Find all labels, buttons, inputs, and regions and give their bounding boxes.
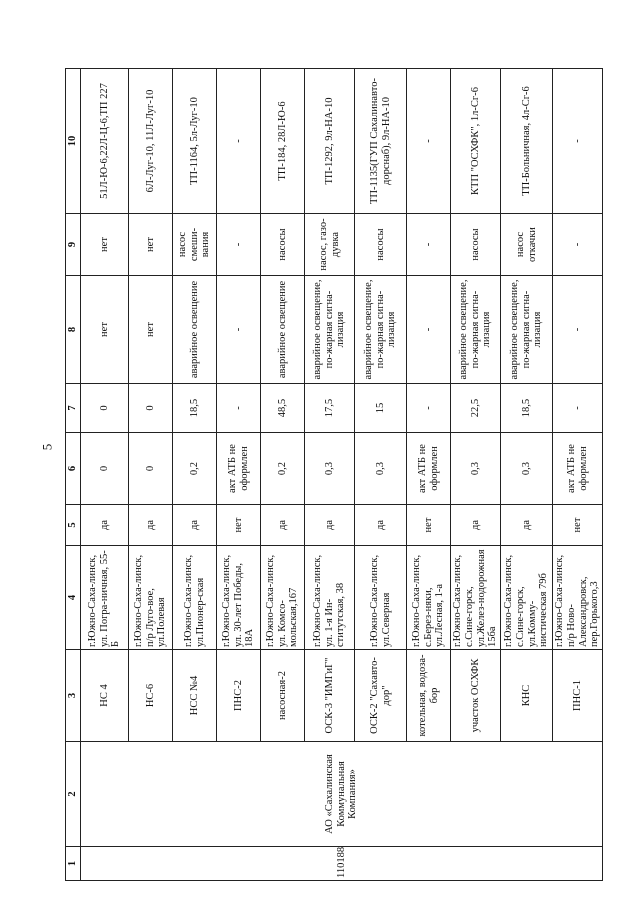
cell-c8: нет: [81, 276, 129, 384]
cell-c7: 15: [355, 384, 407, 433]
cell-c6: 0,3: [355, 433, 407, 505]
cell-c7: 22,5: [451, 384, 501, 433]
cell-c8: -: [553, 276, 603, 384]
cell-c7: -: [553, 384, 603, 433]
col-num: 2: [66, 742, 81, 847]
cell-c6: 0,2: [173, 433, 217, 505]
cell-c10: -: [553, 69, 603, 214]
cell-c5: да: [501, 505, 553, 546]
cell-c9: -: [553, 214, 603, 276]
cell-c4: г.Южно-Саха-линск, с.Берез-няки, ул.Лесная, 1-а: [407, 546, 451, 650]
table-row: [81, 69, 129, 881]
cell-c10: ТП-Больничная, 4л-Сг-6: [501, 69, 553, 214]
cell-c10: 51Л-Ю-6,22Л-Ц-6,ТП 227: [81, 69, 129, 214]
rotated-table-sheet: [65, 69, 601, 881]
table-rotation-wrapper: [65, 69, 601, 881]
cell-c4: г.Южно-Саха-линск, ул. Комсо-мольская,167: [261, 546, 305, 650]
cell-c4: г.Южно-Саха-линск, ул. Погра-ничная, 55-Б: [81, 546, 129, 650]
col-num: 9: [66, 214, 81, 276]
cell-c7: 0: [81, 384, 129, 433]
cell-c5: да: [129, 505, 173, 546]
cell-c5: нет: [553, 505, 603, 546]
column-number-row: [66, 69, 81, 881]
equipment-table: [65, 68, 603, 881]
cell-c3: КНС: [501, 650, 553, 742]
cell-c10: 6Л-Луг-10, 11Л-Луг-10: [129, 69, 173, 214]
cell-c10: ТП-1135(ГУП Сахалинавто-дорснаб), 9л-НА-10: [355, 69, 407, 214]
cell-c8: аварийное освещение, по-жарная сигна-лизация: [451, 276, 501, 384]
cell-c9: насосы: [451, 214, 501, 276]
cell-c5: нет: [217, 505, 261, 546]
cell-c9: -: [407, 214, 451, 276]
cell-c7: 0: [129, 384, 173, 433]
cell-c5: да: [81, 505, 129, 546]
cell-c8: аварийное освещение: [173, 276, 217, 384]
cell-c7: -: [217, 384, 261, 433]
cell-c7: -: [407, 384, 451, 433]
cell-c6: акт АТБ не оформлен: [217, 433, 261, 505]
cell-c3: котельная, водоза-бор: [407, 650, 451, 742]
cell-c5: да: [173, 505, 217, 546]
cell-c3: НС 4: [81, 650, 129, 742]
cell-c3: НС-6: [129, 650, 173, 742]
cell-c7: 48,5: [261, 384, 305, 433]
cell-c6: 0: [129, 433, 173, 505]
cell-c6: 0,2: [261, 433, 305, 505]
cell-c6: акт АТБ не оформлен: [553, 433, 603, 505]
cell-c10: ТП-184, 28Л-Ю-6: [261, 69, 305, 214]
org-code-cell: 110188: [81, 847, 603, 881]
cell-c7: 18,5: [501, 384, 553, 433]
cell-c4: г.Южно-Саха-линск, ул.Пионер-ская: [173, 546, 217, 650]
cell-c5: нет: [407, 505, 451, 546]
col-num: 8: [66, 276, 81, 384]
cell-c8: аварийное освещение: [261, 276, 305, 384]
cell-c9: нет: [129, 214, 173, 276]
cell-c3: участок ОСХФК: [451, 650, 501, 742]
cell-c3: НСС №4: [173, 650, 217, 742]
cell-c9: насосы: [355, 214, 407, 276]
cell-c8: -: [407, 276, 451, 384]
col-num: 10: [66, 69, 81, 214]
col-num: 1: [66, 847, 81, 881]
cell-c7: 17,5: [305, 384, 355, 433]
cell-c3: ПНС-1: [553, 650, 603, 742]
cell-c5: да: [305, 505, 355, 546]
cell-c6: акт АТБ не оформлен: [407, 433, 451, 505]
cell-c3: ОСК-3 "ИМГиГ": [305, 650, 355, 742]
page-number: 5: [39, 443, 55, 451]
organization-name-cell: АО «Сахалинская Коммунальная Компания»: [81, 742, 603, 847]
cell-c4: г.Южно-Саха-линск, с.Сине-горск, ул.Желез-нодорожная 15ба: [451, 546, 501, 650]
cell-c10: ТП-1164, 5л-Луг-10: [173, 69, 217, 214]
cell-c4: г.Южно-Саха-линск, с.Сине-горск, ул.Комму-нистическая 79б: [501, 546, 553, 650]
cell-c9: -: [217, 214, 261, 276]
col-num: 3: [66, 650, 81, 742]
cell-c10: -: [407, 69, 451, 214]
cell-c4: г.Южно-Саха-линск, ул. 30-лет Победы, 18А: [217, 546, 261, 650]
cell-c5: да: [355, 505, 407, 546]
cell-c8: нет: [129, 276, 173, 384]
cell-c9: насос, газо-дувка: [305, 214, 355, 276]
cell-c10: ТП-1292, 9л-НА-10: [305, 69, 355, 214]
col-num: 6: [66, 433, 81, 505]
cell-c9: насосы: [261, 214, 305, 276]
cell-c9: насос откачки: [501, 214, 553, 276]
cell-c10: -: [217, 69, 261, 214]
cell-c8: -: [217, 276, 261, 384]
cell-c6: 0,3: [305, 433, 355, 505]
cell-c6: 0: [81, 433, 129, 505]
cell-c8: аварийное освещение, по-жарная сигна-лизация: [355, 276, 407, 384]
cell-c9: насос смеши-вания: [173, 214, 217, 276]
cell-c5: да: [451, 505, 501, 546]
cell-c3: ПНС-2: [217, 650, 261, 742]
cell-c3: насосная-2: [261, 650, 305, 742]
col-num: 4: [66, 546, 81, 650]
cell-c8: аварийное освещение, по-жарная сигна-лизация: [501, 276, 553, 384]
cell-c6: 0,3: [451, 433, 501, 505]
cell-c3: ОСК-2 "Сахавто-дор": [355, 650, 407, 742]
col-num: 5: [66, 505, 81, 546]
cell-c7: 18,5: [173, 384, 217, 433]
col-num: 7: [66, 384, 81, 433]
cell-c5: да: [261, 505, 305, 546]
cell-c4: г.Южно-Саха-линск, п/р Луго-вое, ул.Полевая: [129, 546, 173, 650]
cell-c6: 0,3: [501, 433, 553, 505]
cell-c9: нет: [81, 214, 129, 276]
cell-c4: г.Южно-Саха-линск, ул. 1-я Ин-ститутская, 38: [305, 546, 355, 650]
cell-c10: КТП "ОСХФК", 1л-Сг-6: [451, 69, 501, 214]
cell-c4: г.Южно-Саха-линск, п/р Ново-Александровск, пер.Горького,3: [553, 546, 603, 650]
cell-c8: аварийное освещение, по-жарная сигна-лизация: [305, 276, 355, 384]
cell-c4: г.Южно-Саха-линск, ул.Северная: [355, 546, 407, 650]
